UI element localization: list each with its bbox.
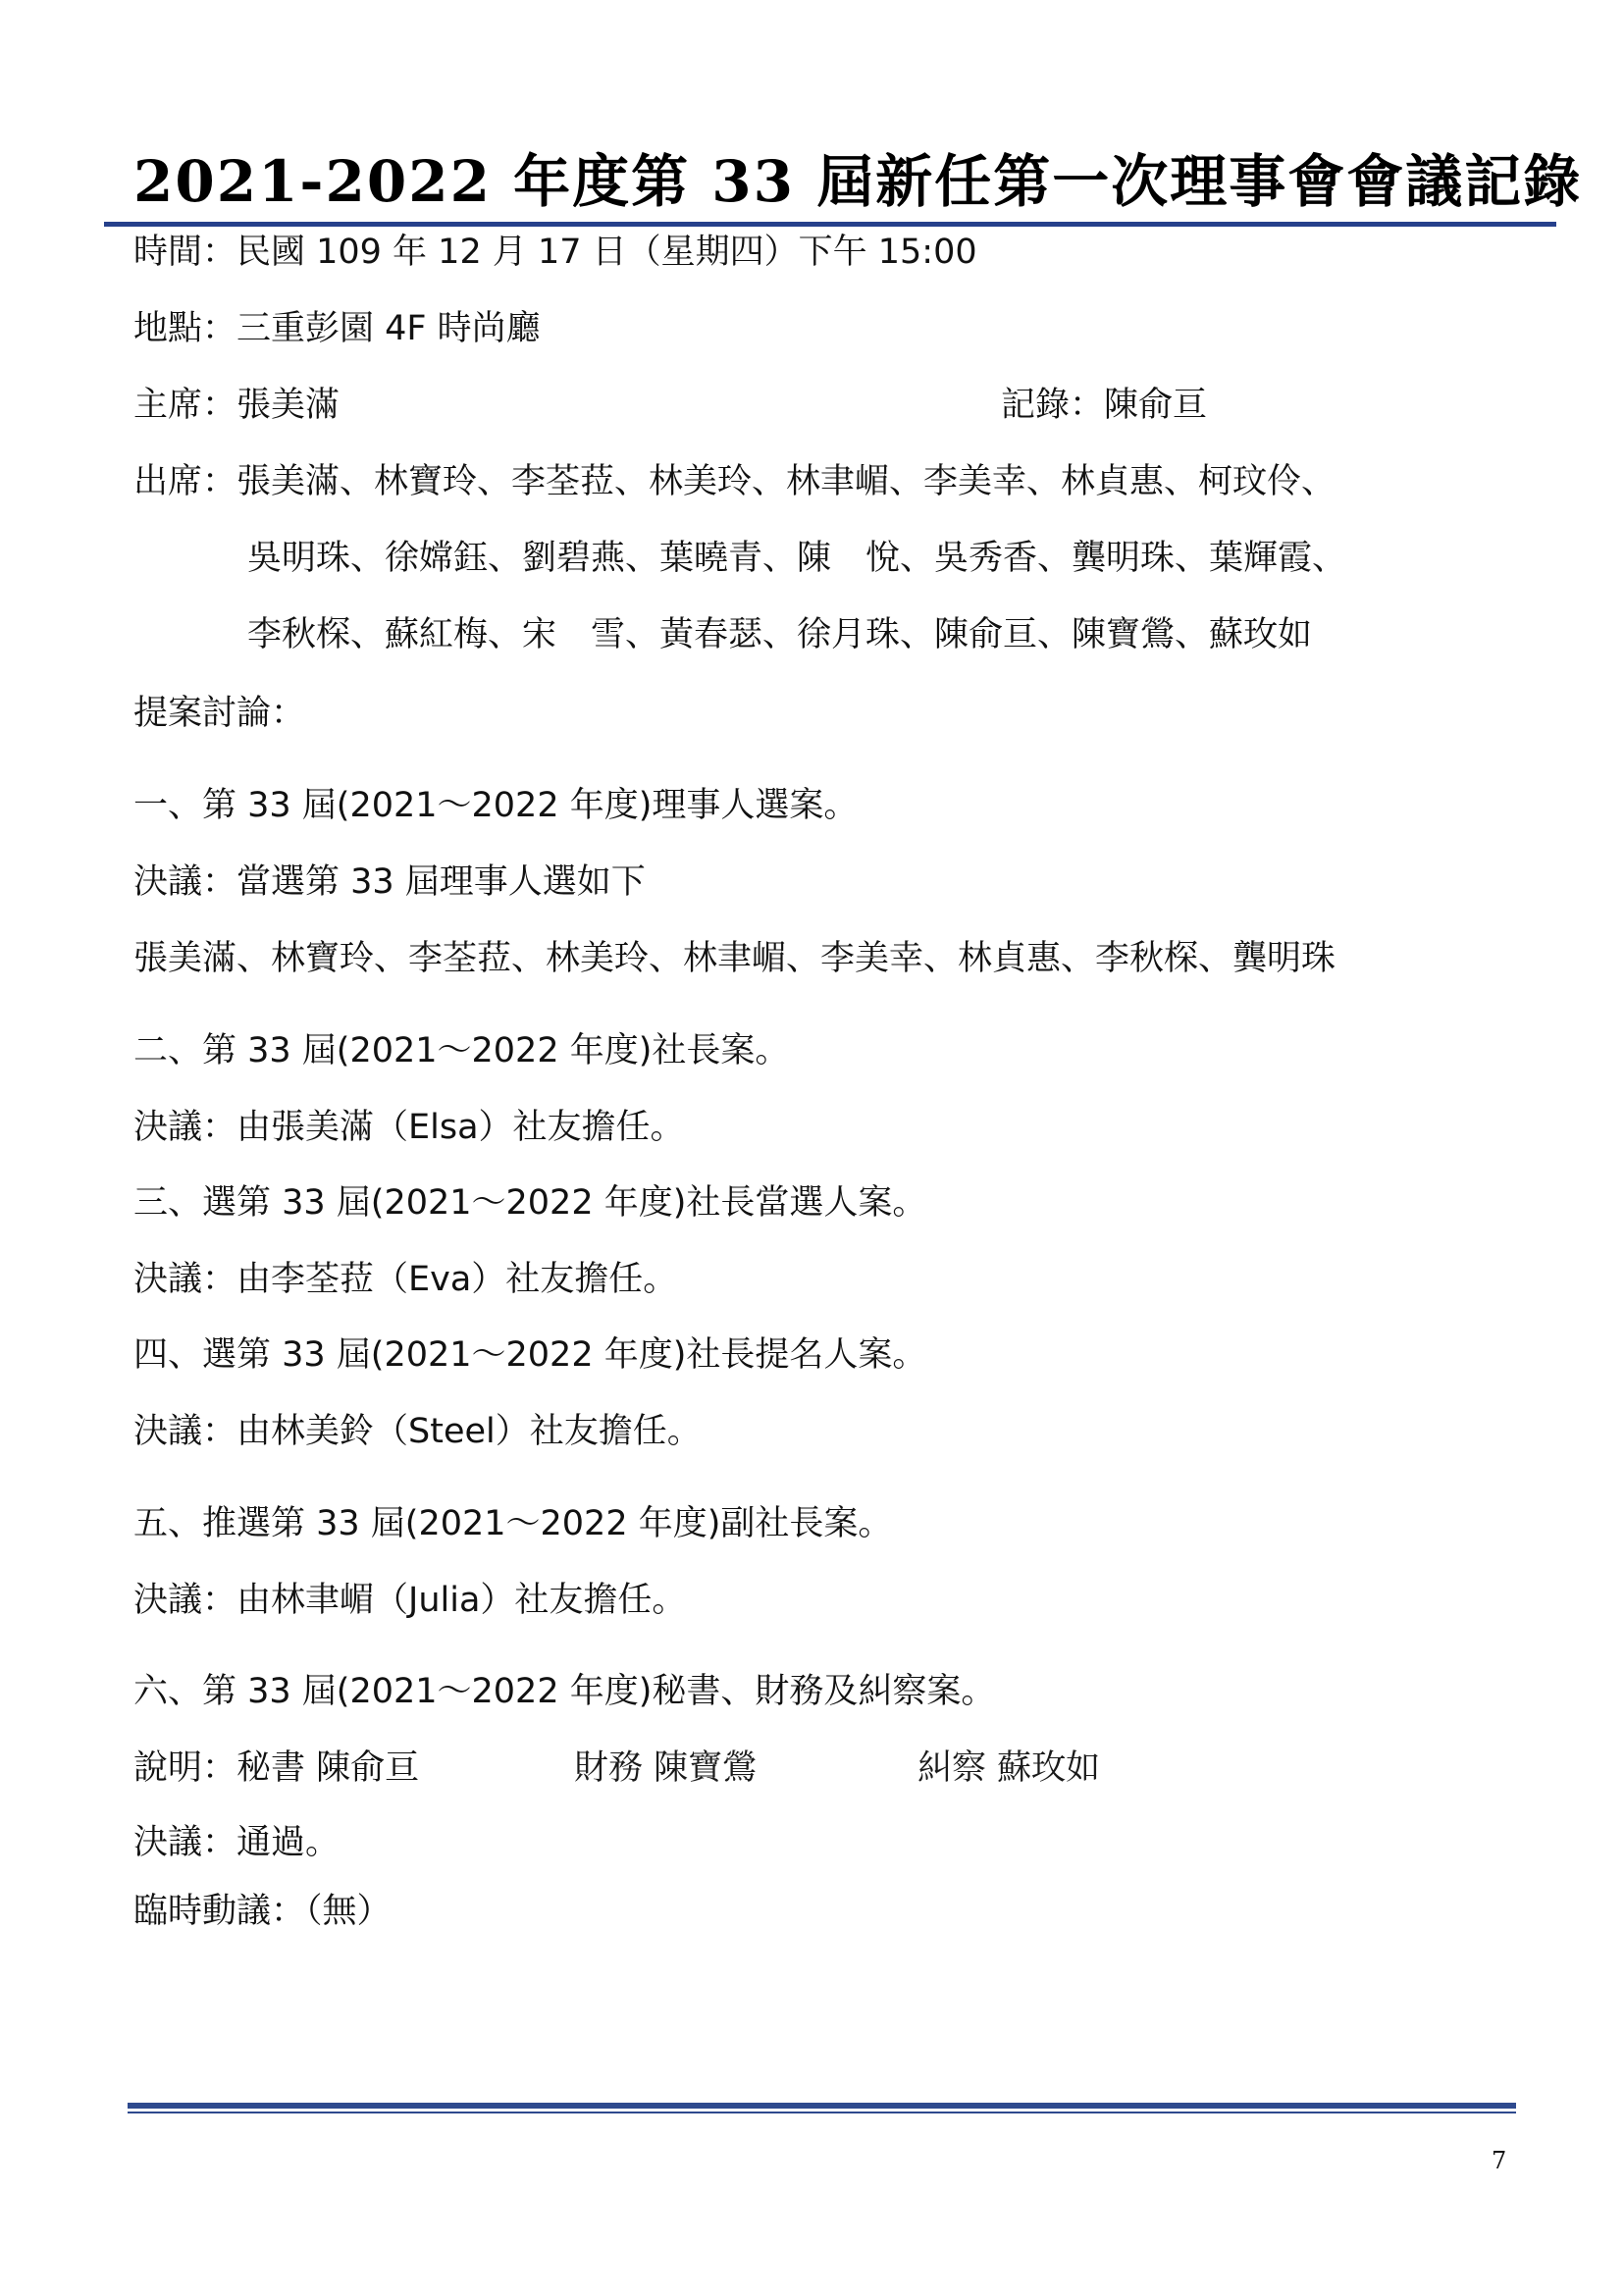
item-4-title: 四、選第 33 屆(2021～2022 年度)社長提名人案。 xyxy=(133,1335,927,1375)
item-6-note-treasurer: 財務 陳寶鶯 xyxy=(574,1748,758,1788)
item-2-title: 二、第 33 屆(2021～2022 年度)社長案。 xyxy=(133,1031,790,1070)
attendees-line-2: 吳明珠、徐嫦鈺、劉碧燕、葉曉青、陳 悅、吳秀香、龔明珠、葉輝霞、 xyxy=(247,539,1347,578)
item-6-note-secretary: 說明：秘書 陳俞亘 xyxy=(133,1748,420,1788)
item-5-resolution: 決議：由林聿嵋（Julia）社友擔任。 xyxy=(133,1581,687,1620)
discussion-heading: 提案討論： xyxy=(133,694,306,733)
item-5-title: 五、推選第 33 屆(2021～2022 年度)副社長案。 xyxy=(133,1504,893,1543)
item-3-title: 三、選第 33 屆(2021～2022 年度)社長當選人案。 xyxy=(133,1183,927,1223)
item-6-title: 六、第 33 屆(2021～2022 年度)秘書、財務及糾察案。 xyxy=(133,1672,996,1711)
item-4-resolution: 決議：由林美鈴（Steel）社友擔任。 xyxy=(133,1412,702,1451)
item-1-names: 張美滿、林寶玲、李荃菈、林美玲、林聿嵋、李美幸、林貞惠、李秋棎、龔明珠 xyxy=(133,939,1336,978)
item-1-title: 一、第 33 屆(2021～2022 年度)理事人選案。 xyxy=(133,786,859,825)
meeting-place: 地點：三重彭園 4F 時尚廳 xyxy=(133,309,541,348)
extempore-motion: 臨時動議：（無） xyxy=(133,1892,392,1931)
attendees-line-1: 出席：張美滿、林寶玲、李荃菈、林美玲、林聿嵋、李美幸、林貞惠、柯玟伶、 xyxy=(133,462,1336,501)
item-6-note-marshal: 糾察 蘇玫如 xyxy=(917,1748,1101,1788)
item-3-resolution: 決議：由李荃菈（Eva）社友擔任。 xyxy=(133,1260,678,1299)
meeting-chair: 主席：張美滿 xyxy=(133,386,341,425)
page-title: 2021-2022 年度第 33 屆新任第一次理事會會議記錄 xyxy=(133,148,1583,215)
item-6-resolution: 決議：通過。 xyxy=(133,1823,341,1862)
footer-rule-thin xyxy=(128,2112,1516,2113)
attendees-line-3: 李秋棎、蘇紅梅、宋 雪、黃春瑟、徐月珠、陳俞亘、陳寶鶯、蘇玫如 xyxy=(247,615,1313,654)
meeting-recorder: 記錄：陳俞亘 xyxy=(1001,386,1208,425)
meeting-time: 時間：民國 109 年 12 月 17 日（星期四）下午 15:00 xyxy=(133,233,977,272)
footer-rule xyxy=(128,2103,1516,2109)
title-rule xyxy=(104,222,1556,227)
item-2-resolution: 決議：由張美滿（Elsa）社友擔任。 xyxy=(133,1108,685,1147)
page-number: 7 xyxy=(1492,2147,1507,2174)
item-1-resolution: 決議：當選第 33 屆理事人選如下 xyxy=(133,862,646,902)
